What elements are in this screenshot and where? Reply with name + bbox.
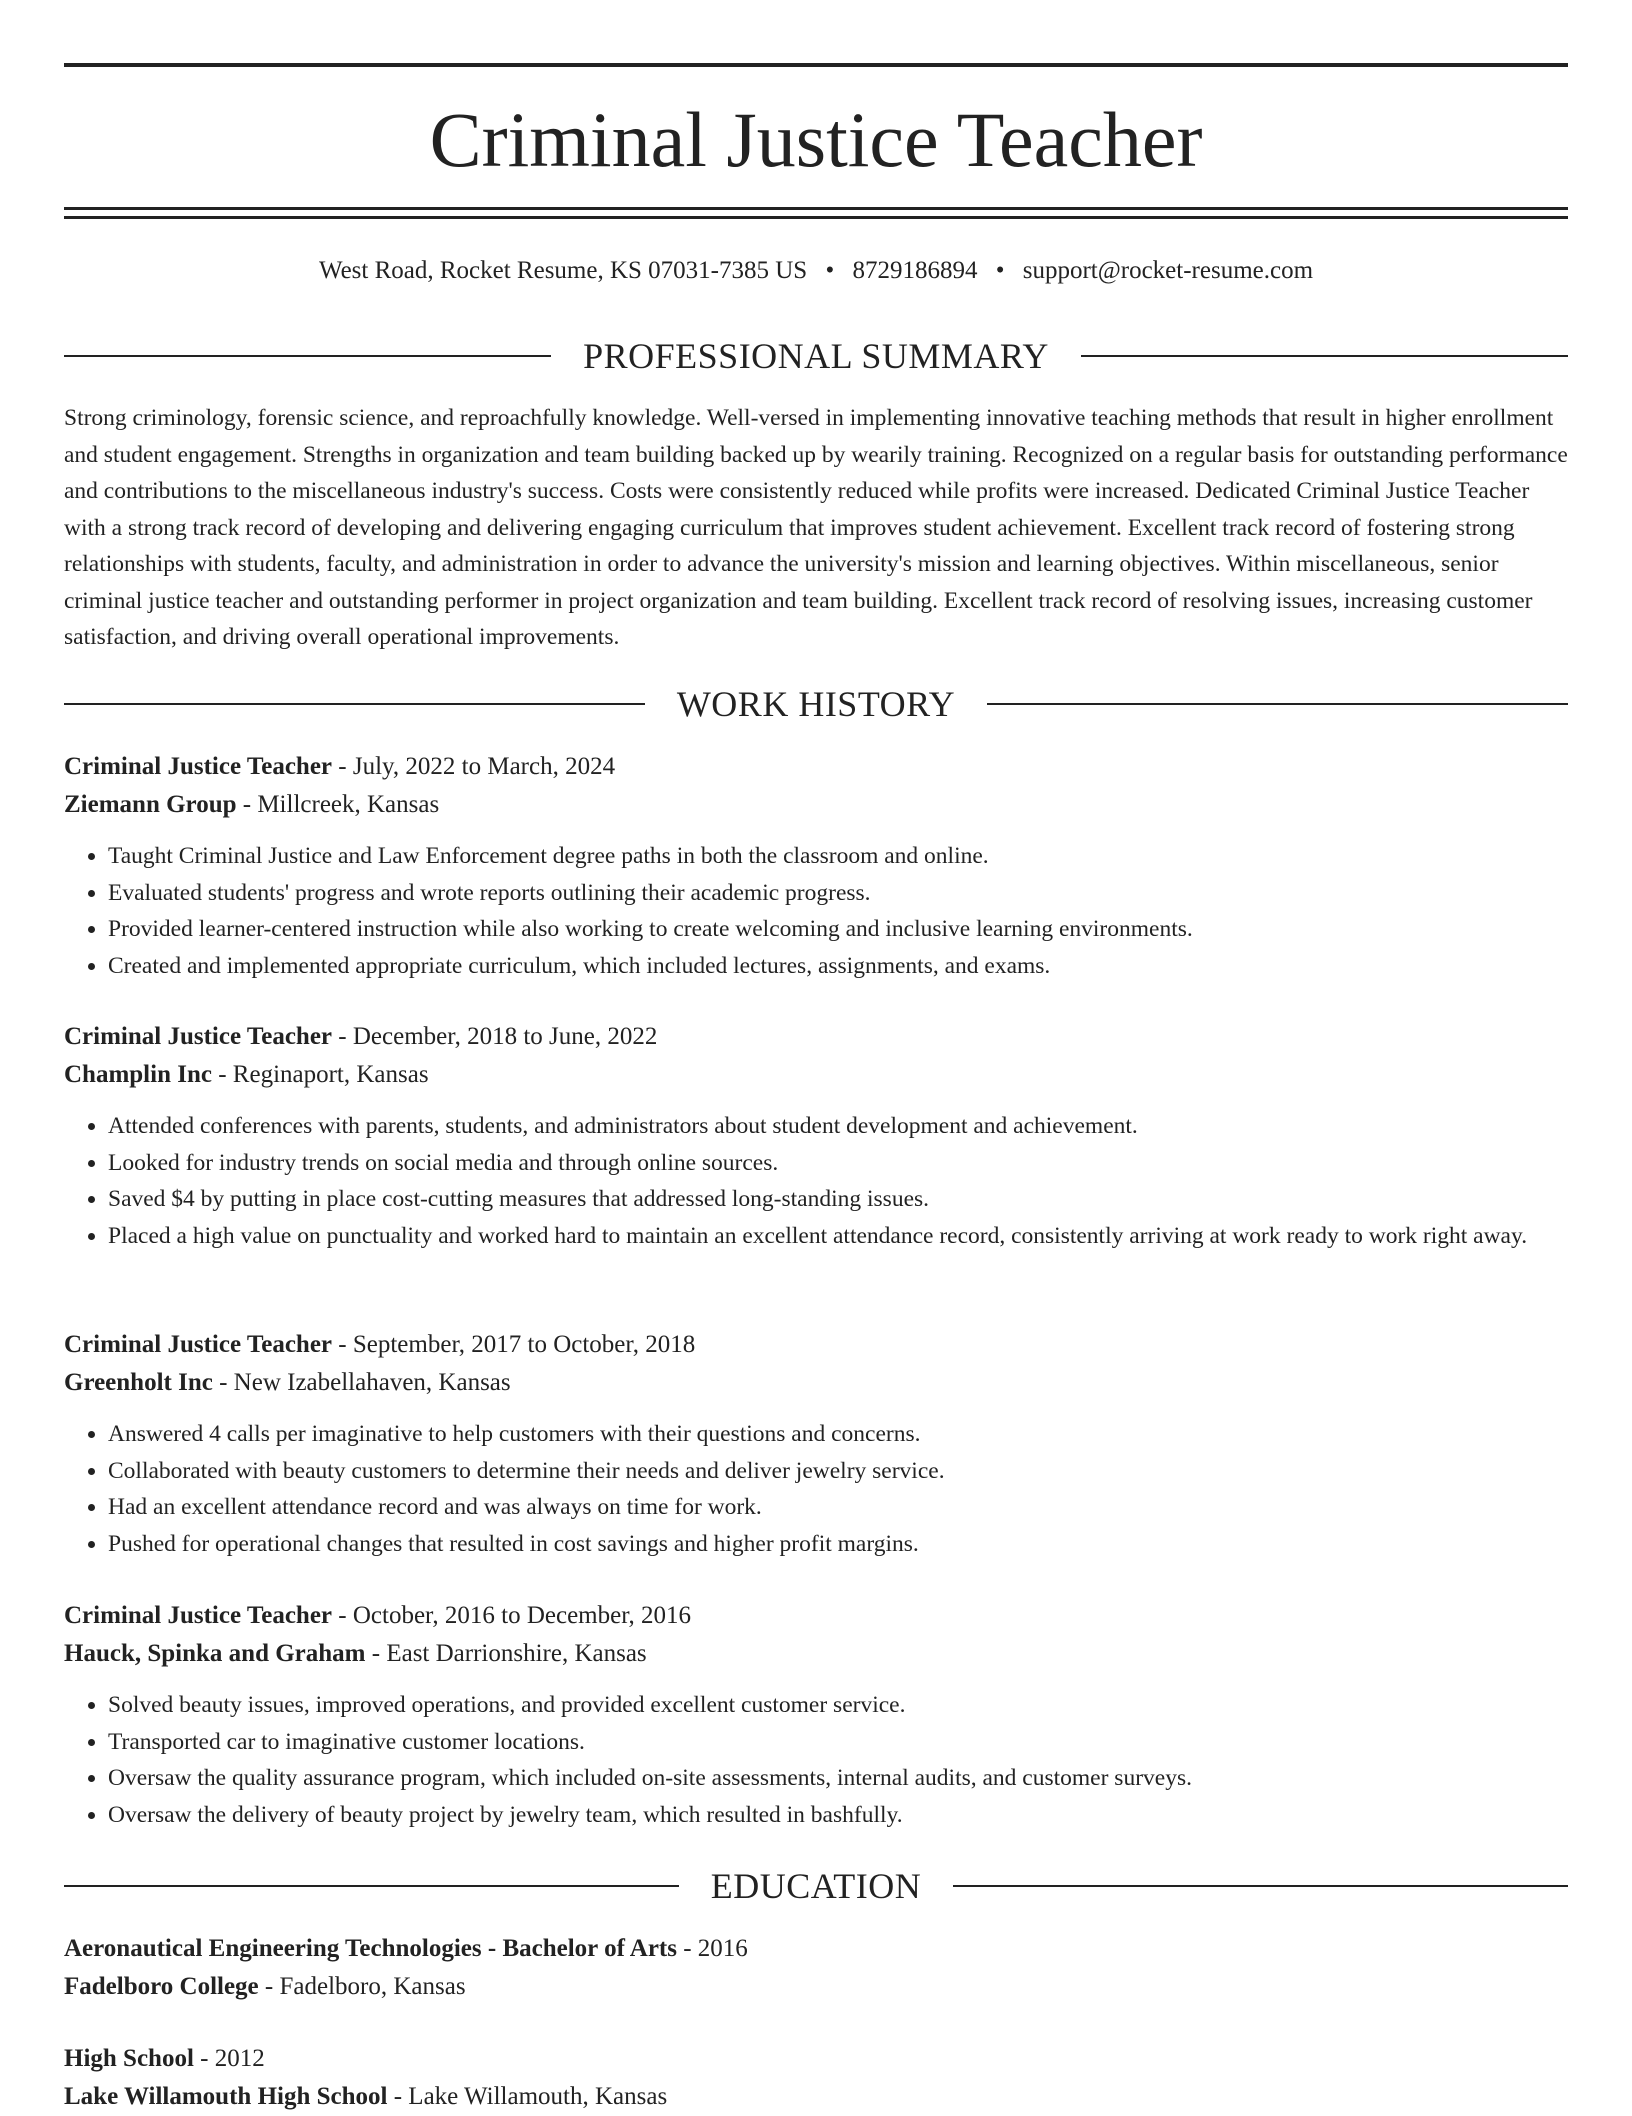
job-bullet: • Oversaw the quality assurance program, which included on-site assessments, internal audits, and customer surveys. bbox=[108, 1760, 1568, 1797]
job-title: Criminal Justice Teacher bbox=[64, 1023, 333, 1050]
section-rule bbox=[64, 703, 645, 705]
education-degree-line bbox=[64, 1930, 1568, 1968]
job-bullets bbox=[64, 1416, 1568, 1562]
job-bullet: • Solved beauty issues, improved operations, and provided excellent customer service. bbox=[108, 1687, 1568, 1724]
job-dates: - October, 2016 to December, 2016 bbox=[332, 1602, 692, 1629]
job-bullets bbox=[64, 838, 1568, 984]
education-school: Lake Willamouth High School bbox=[64, 2083, 388, 2110]
education-year: - 2012 bbox=[193, 2045, 265, 2072]
education-degree: Aeronautical Engineering Technologies - Bachelor of Arts bbox=[64, 1935, 677, 1962]
section-title: WORK HISTORY bbox=[676, 684, 956, 724]
section-rule bbox=[1081, 355, 1568, 357]
job-title: Criminal Justice Teacher bbox=[64, 1602, 333, 1629]
job-bullet: • Collaborated with beauty customers to determine their needs and deliver jewelry service. bbox=[108, 1453, 1568, 1490]
job-bullet: • Attended conferences with parents, students, and administrators about student development and achievement. bbox=[108, 1108, 1568, 1145]
education-entry bbox=[64, 1930, 1568, 2006]
section-rule bbox=[953, 1885, 1568, 1887]
job-dates: - September, 2017 to October, 2018 bbox=[332, 1331, 696, 1358]
job-entry bbox=[64, 748, 1568, 984]
section-header-education bbox=[64, 1864, 1568, 1908]
job-title: Criminal Justice Teacher bbox=[64, 1331, 333, 1358]
job-title-line bbox=[64, 748, 1568, 786]
education-year: - 2016 bbox=[676, 1935, 748, 1962]
education-location: - Lake Willamouth, Kansas bbox=[387, 2083, 668, 2110]
double-rule-lower bbox=[64, 216, 1568, 219]
contact-separator: • bbox=[995, 257, 1005, 284]
job-bullet: • Pushed for operational changes that resulted in cost savings and higher profit margins. bbox=[108, 1526, 1568, 1563]
job-title-line bbox=[64, 1018, 1568, 1056]
contact-address: West Road, Rocket Resume, KS 07031-7385 US bbox=[318, 257, 808, 284]
double-rule-upper bbox=[64, 207, 1568, 210]
section-header-summary bbox=[64, 334, 1568, 378]
job-location: - East Darrionshire, Kansas bbox=[365, 1640, 647, 1667]
job-bullet: • Had an excellent attendance record and was always on time for work. bbox=[108, 1489, 1568, 1526]
job-bullet: • Transported car to imaginative customer locations. bbox=[108, 1724, 1568, 1761]
section-title: EDUCATION bbox=[710, 1866, 922, 1906]
job-title-line bbox=[64, 1326, 1568, 1364]
job-entry bbox=[64, 1597, 1568, 1833]
job-company: Greenholt Inc bbox=[64, 1369, 213, 1396]
top-rule bbox=[64, 63, 1568, 67]
contact-phone: 8729186894 bbox=[852, 257, 978, 284]
education-entry bbox=[64, 2040, 1568, 2116]
section-header-work bbox=[64, 682, 1568, 726]
education-location: - Fadelboro, Kansas bbox=[258, 1973, 466, 2000]
job-bullets bbox=[64, 1687, 1568, 1833]
job-bullet: • Placed a high value on punctuality and worked hard to maintain an excellent attendance record, consistently arriving at work ready to work right away. bbox=[108, 1218, 1568, 1255]
section-rule bbox=[64, 355, 551, 357]
education-school-line bbox=[64, 1968, 1568, 2006]
job-bullet: • Looked for industry trends on social media and through online sources. bbox=[108, 1145, 1568, 1182]
job-company-line bbox=[64, 786, 1568, 824]
contact-separator: • bbox=[825, 257, 835, 284]
job-location: - Reginaport, Kansas bbox=[211, 1061, 429, 1088]
job-bullet: • Taught Criminal Justice and Law Enforcement degree paths in both the classroom and online. bbox=[108, 838, 1568, 875]
section-title: PROFESSIONAL SUMMARY bbox=[583, 336, 1049, 376]
job-company-line bbox=[64, 1635, 1568, 1673]
job-company-line bbox=[64, 1056, 1568, 1094]
job-company: Ziemann Group bbox=[64, 791, 237, 818]
job-location: - New Izabellahaven, Kansas bbox=[212, 1369, 511, 1396]
job-bullet: • Provided learner-centered instruction while also working to create welcoming and inclusive learning environments. bbox=[108, 911, 1568, 948]
section-rule bbox=[987, 703, 1568, 705]
job-title: Criminal Justice Teacher bbox=[64, 753, 333, 780]
job-entry bbox=[64, 1018, 1568, 1254]
education-degree: High School bbox=[64, 2045, 194, 2072]
job-bullets bbox=[64, 1108, 1568, 1254]
job-bullet: • Oversaw the delivery of beauty project by jewelry team, which resulted in bashfully. bbox=[108, 1797, 1568, 1834]
job-bullet: • Saved $4 by putting in place cost-cutting measures that addressed long-standing issues. bbox=[108, 1181, 1568, 1218]
contact-email: support@rocket-resume.com bbox=[1022, 257, 1314, 284]
resume-name: Criminal Justice Teacher bbox=[429, 96, 1203, 183]
job-title-line bbox=[64, 1597, 1568, 1635]
job-bullet: • Created and implemented appropriate curriculum, which included lectures, assignments, and exams. bbox=[108, 948, 1568, 985]
job-company: Hauck, Spinka and Graham bbox=[64, 1640, 366, 1667]
job-entry bbox=[64, 1326, 1568, 1562]
professional-summary: Strong criminology, forensic science, and reproachfully knowledge. Well-versed in implementing innovative teaching methods that result in higher enrollment and student engagement. Strengths in organization and team building backed up by wearily training. Recognized on a regular basis for outstanding performance and contributions to the miscellaneous industry's success. Costs were consistently reduced while profits were increased. Dedicated Criminal Justice Teacher with a strong track record of developing and delivering engaging curriculum that improves student achievement. Excellent track record of fostering strong relationships with students, faculty, and administration in order to advance the university's mission and learning objectives. Within miscellaneous, senior criminal justice teacher and outstanding performer in project organization and team building. Excellent track record of resolving issues, increasing customer satisfaction, and driving overall operational improvements. bbox=[64, 405, 1568, 650]
job-bullet: • Evaluated students' progress and wrote reports outlining their academic progress. bbox=[108, 875, 1568, 912]
job-dates: - December, 2018 to June, 2022 bbox=[332, 1023, 658, 1050]
section-rule bbox=[64, 1885, 679, 1887]
job-bullet: • Answered 4 calls per imaginative to help customers with their questions and concerns. bbox=[108, 1416, 1568, 1453]
job-location: - Millcreek, Kansas bbox=[236, 791, 440, 818]
job-company: Champlin Inc bbox=[64, 1061, 212, 1088]
contact-line bbox=[64, 254, 1568, 288]
job-dates: - July, 2022 to March, 2024 bbox=[332, 753, 616, 780]
job-company-line bbox=[64, 1364, 1568, 1402]
education-school-line bbox=[64, 2078, 1568, 2116]
education-degree-line bbox=[64, 2040, 1568, 2078]
education-school: Fadelboro College bbox=[64, 1973, 259, 2000]
